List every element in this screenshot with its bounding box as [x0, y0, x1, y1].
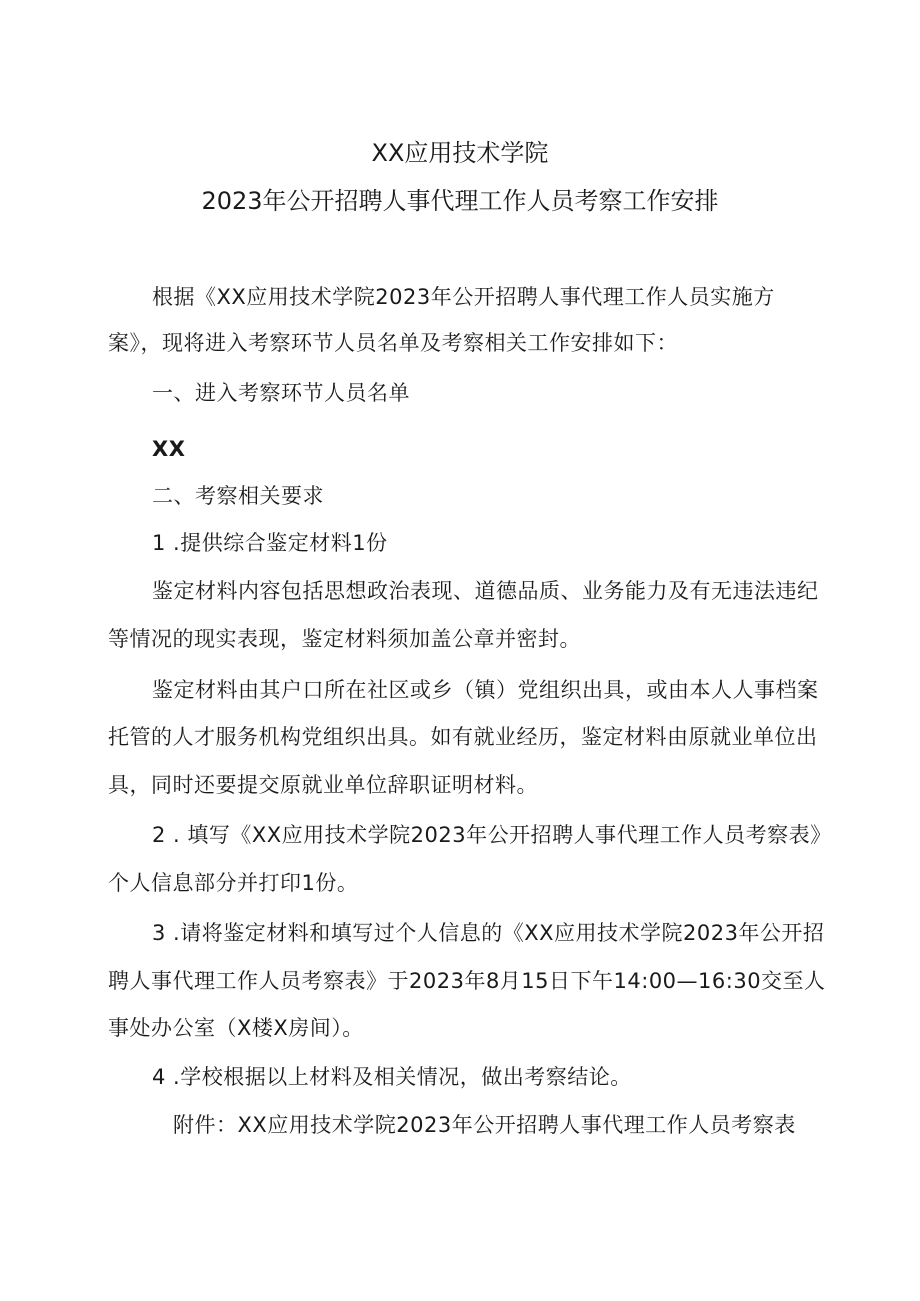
item1-para2-line1: 鉴定材料由其户口所在社区或乡（镇）党组织出具，或由本人人事档案 [152, 678, 819, 702]
item1-para1-line1: 鉴定材料内容包括思想政治表现、道德品质、业务能力及有无违法违纪 [152, 579, 819, 603]
item1-para2-line3: 具，同时还要提交原就业单位辞职证明材料。 [108, 773, 538, 797]
item1-heading: 1 .提供综合鉴定材料1份 [152, 531, 388, 555]
intro-line1: 根据《XX应用技术学院2023年公开招聘人事代理工作人员实施方 [152, 285, 775, 309]
attachment-note: 附件：XX应用技术学院2023年公开招聘人事代理工作人员考察表 [173, 1113, 796, 1137]
item2-line1: 2 . 填写《XX应用技术学院2023年公开招聘人事代理工作人员考察表》 [152, 823, 832, 847]
item2-line2: 个人信息部分并打印1份。 [108, 871, 359, 895]
intro-line2: 案》，现将进入考察环节人员名单及考察相关工作安排如下： [108, 331, 678, 355]
item1-para1-line2: 等情况的现实表现，鉴定材料须加盖公章并密封。 [108, 627, 581, 651]
item1-para2-line2: 托管的人才服务机构党组织出具。如有就业经历，鉴定材料由原就业单位出 [108, 725, 818, 749]
item4: 4 .学校根据以上材料及相关情况，做出考察结论。 [152, 1065, 632, 1089]
document-title-line1: XX应用技术学院 [371, 139, 549, 167]
item3-line2: 聘人事代理工作人员考察表》于2023年8月15日下午14:00—16:30交至人 [108, 969, 826, 993]
item3-line1: 3 .请将鉴定材料和填写过个人信息的《XX应用技术学院2023年公开招 [152, 921, 825, 945]
candidate-name: XX [152, 437, 186, 461]
item3-line3: 事处办公室（X楼X房间）。 [108, 1016, 364, 1040]
section1-heading: 一、进入考察环节人员名单 [152, 381, 410, 405]
document-title-line2: 2023年公开招聘人事代理工作人员考察工作安排 [201, 187, 719, 215]
section2-heading: 二、考察相关要求 [152, 484, 324, 508]
